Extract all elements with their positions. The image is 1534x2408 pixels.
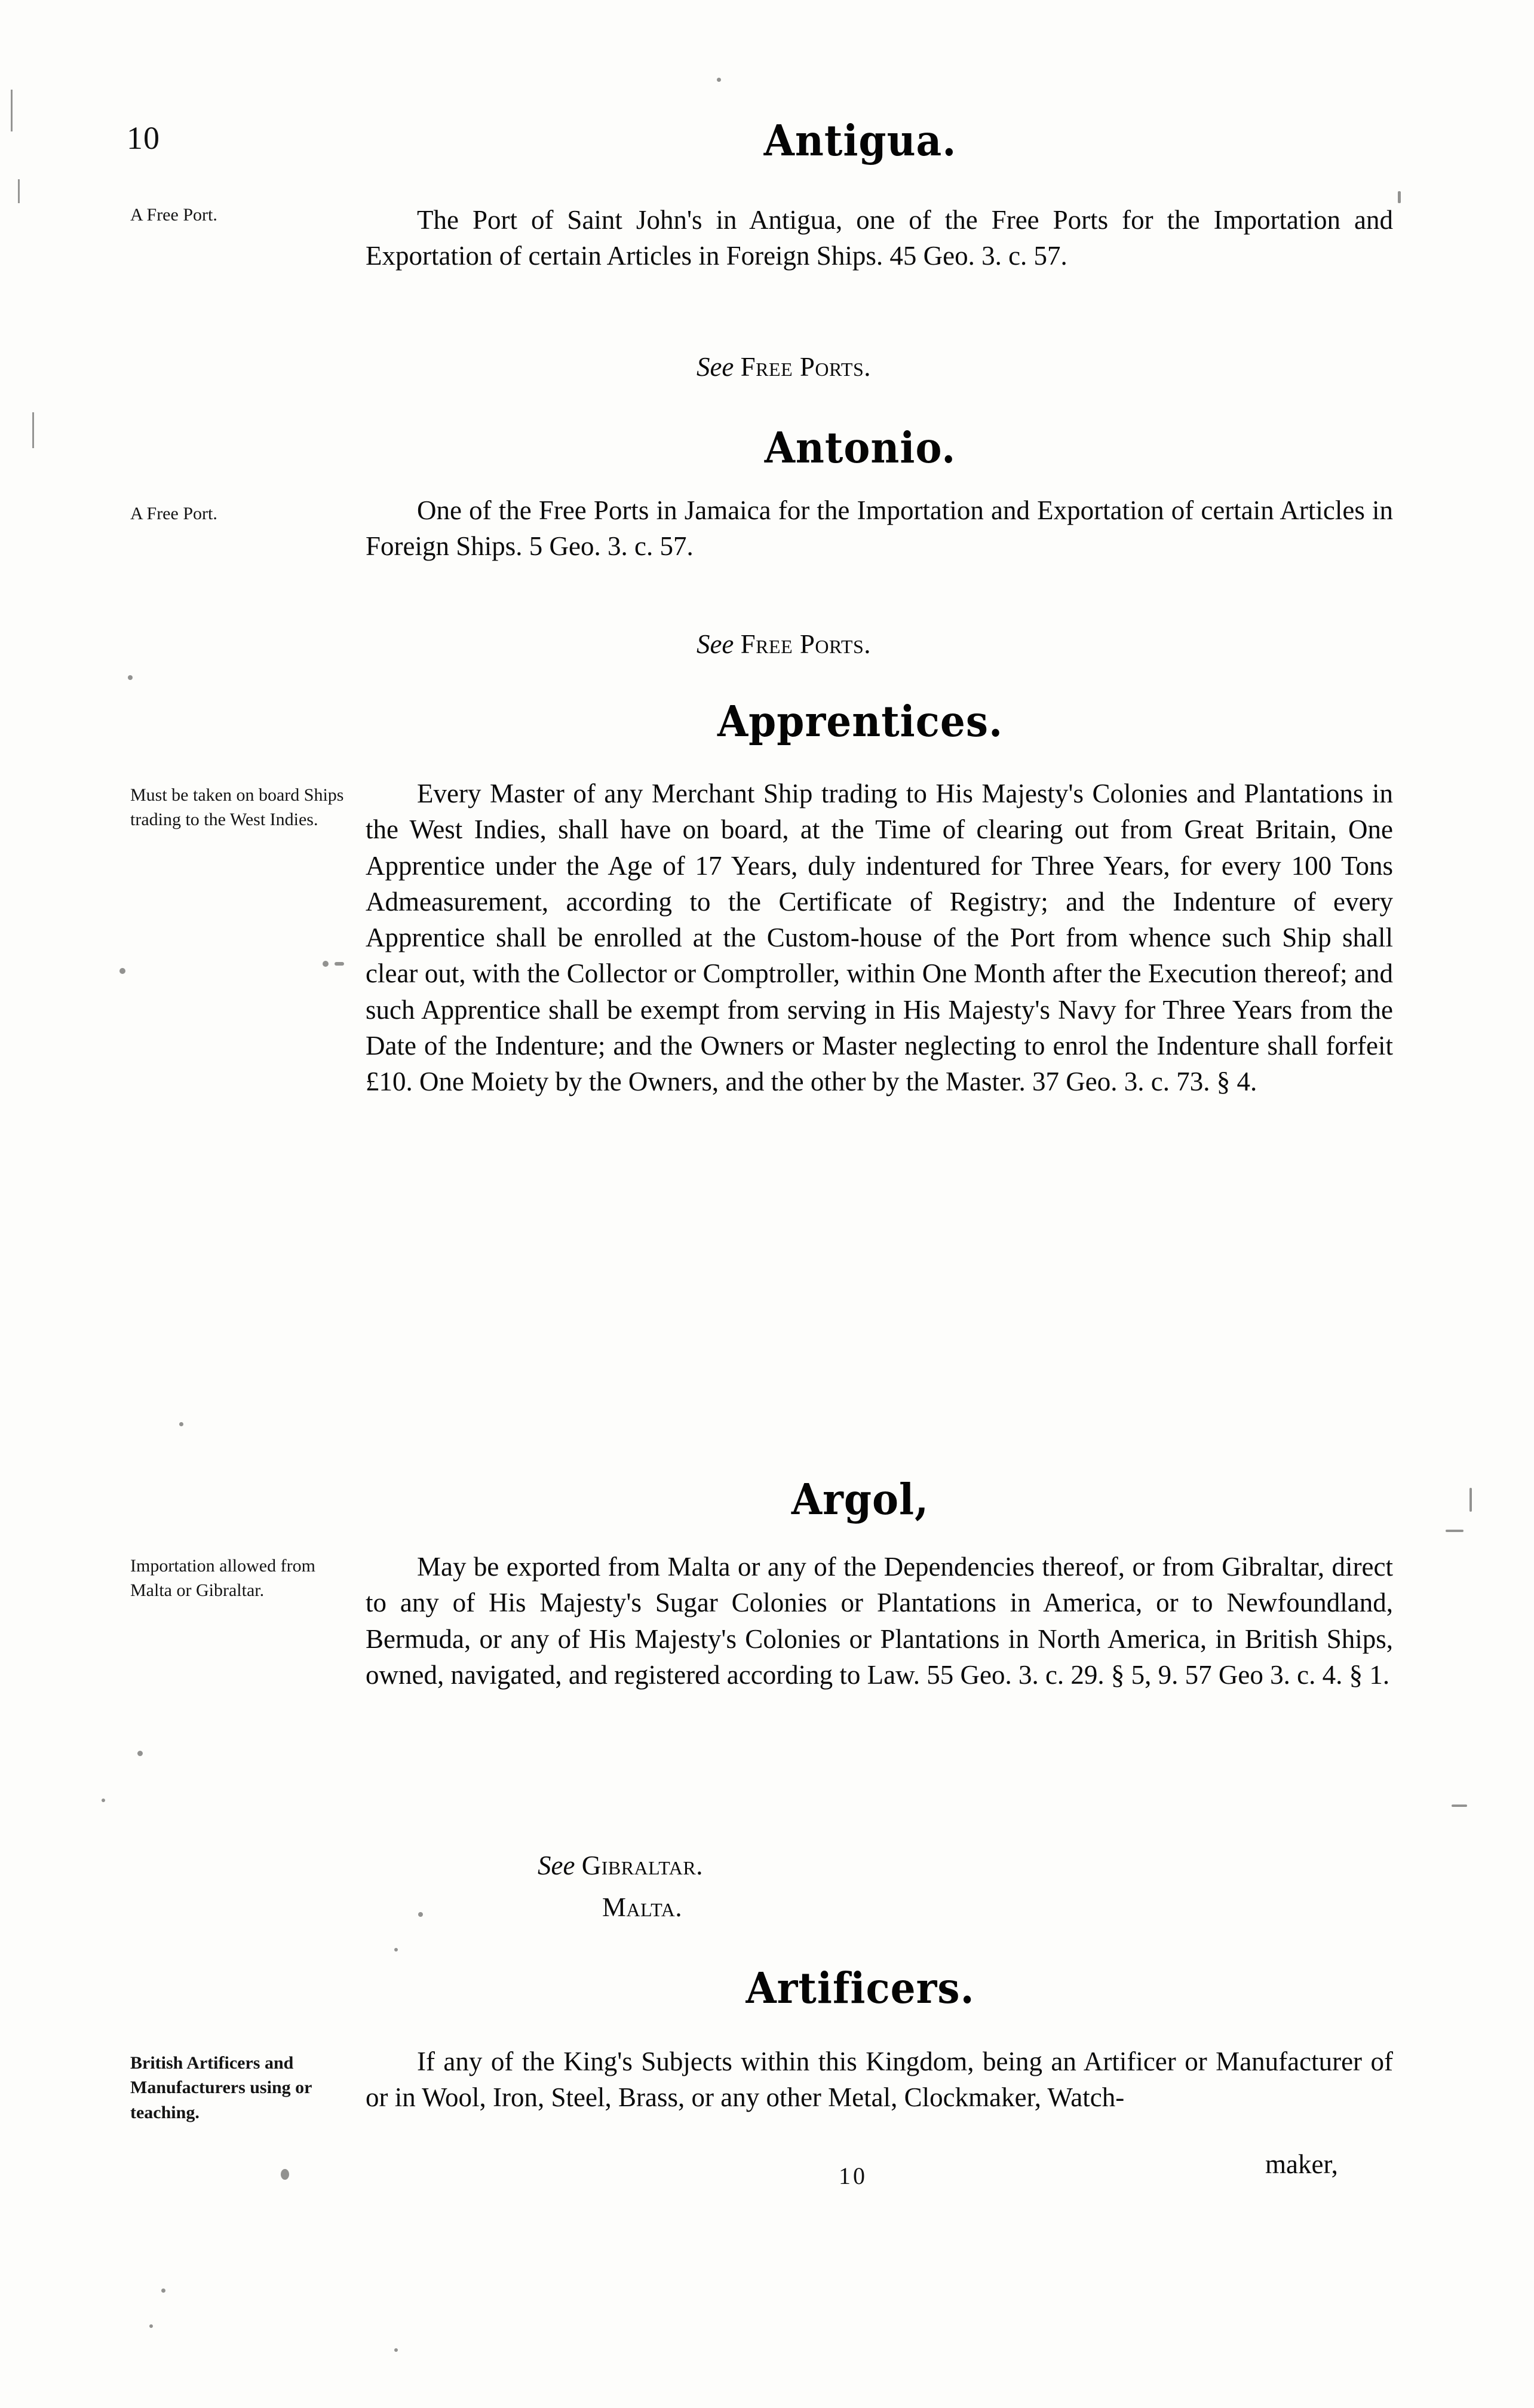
scan-edge-mark	[11, 90, 13, 131]
see-target-2: Malta.	[602, 1892, 683, 1922]
body-antonio: One of the Free Ports in Jamaica for the Importation and Exportation of certain Articles in Foreign Ships. 5 Geo. 3. c. 57.	[366, 495, 1393, 562]
scan-speck	[335, 962, 344, 966]
see-target: Free Ports.	[740, 629, 872, 659]
see-prefix: See	[696, 629, 734, 659]
scan-speck	[119, 968, 125, 974]
scan-speck	[394, 2348, 398, 2352]
marginal-note-antonio: A Free Port.	[130, 504, 217, 523]
marginal-note-antigua: A Free Port.	[130, 205, 217, 225]
body-argol: May be exported from Malta or any of the Dependencies thereof, or from Gibraltar, direct to any of His Majesty's Sugar Colonies or Plantations in America, or to Newfoundland, Bermuda, or any of His Majesty's Colonies or Plantations in North America, in British Ships, owned, navigated, and registered according to Law. 55 Geo. 3. c. 29. § 5, 9. 57 Geo 3. c. 4. § 1.	[366, 1552, 1393, 1690]
scan-speck	[281, 2169, 289, 2180]
cross-reference-argol	[538, 1850, 1254, 1881]
body-apprentices: Every Master of any Merchant Ship trading to His Majesty's Colonies and Plantations in the West Indies, shall have on board, at the Time of clearing out from Great Britain, One Apprentice under the Age of 17 Years, duly indentured for Three Years, for every 100 Tons Admeasurement, according to the Certificate of Registry; and the Indenture of every Apprentice shall be enrolled at the Custom-house of the Port from whence such Ship shall clear out, with the Collector or Comptroller, within One Month after the Execution thereof; and such Apprentice shall be exempt from serving in His Majesty's Navy for Three Years from the Date of the Indenture; and the Owners or Master neglecting to enrol the Indenture shall forfeit £10. One Moiety by the Owners, and the other by the Master. 37 Geo. 3. c. 73. § 4.	[366, 779, 1393, 1097]
scan-speck	[102, 1799, 105, 1802]
scan-edge-mark	[32, 412, 34, 448]
scan-speck	[137, 1751, 143, 1756]
scan-speck	[149, 2324, 153, 2328]
cross-reference-antigua	[366, 351, 1202, 382]
headword-apprentices: Apprentices.	[717, 696, 1004, 747]
marginal-note-argol: Importation allowed from Malta or Gibraltar.	[130, 1556, 315, 1601]
see-target: Gibraltar.	[581, 1851, 703, 1880]
catchword: maker,	[1265, 2149, 1338, 2179]
folio-number: 10	[839, 2162, 867, 2189]
see-prefix: See	[696, 352, 734, 382]
page-number: 10	[127, 120, 160, 156]
scan-speck	[1446, 1530, 1464, 1532]
scan-speck	[161, 2288, 165, 2293]
scan-speck	[418, 1912, 423, 1917]
scan-speck	[394, 1948, 398, 1951]
headword-argol: Argol,	[791, 1473, 929, 1525]
marginal-note-artificers: British Artificers and Manufacturers using or teaching.	[130, 2053, 312, 2122]
cross-reference-argol-2	[602, 1892, 1319, 1923]
see-target: Free Ports.	[740, 352, 872, 382]
body-artificers: If any of the King's Subjects within this Kingdom, being an Artificer or Manufacturer of or in Wool, Iron, Steel, Brass, or any other Metal, Clockmaker, Watch-	[366, 2047, 1393, 2113]
scan-speck	[717, 78, 721, 82]
see-prefix: See	[538, 1851, 575, 1880]
cross-reference-antonio	[366, 629, 1202, 660]
scan-edge-mark	[18, 179, 20, 203]
headword-artificers: Artificers.	[745, 1962, 975, 2014]
headword-antonio: Antonio.	[764, 422, 956, 473]
scan-speck	[1398, 191, 1401, 203]
scan-speck	[1452, 1805, 1467, 1807]
headword-antigua: Antigua.	[763, 115, 957, 166]
marginal-note-apprentices: Must be taken on board Ships trading to the West Indies.	[130, 785, 344, 830]
scan-speck	[179, 1422, 183, 1426]
scan-speck	[128, 675, 133, 680]
body-antigua: The Port of Saint John's in Antigua, one of the Free Ports for the Importation and Exportation of certain Articles in Foreign Ships. 45 Geo. 3. c. 57.	[366, 205, 1393, 271]
scan-speck	[323, 961, 329, 967]
scan-speck	[1469, 1488, 1472, 1512]
